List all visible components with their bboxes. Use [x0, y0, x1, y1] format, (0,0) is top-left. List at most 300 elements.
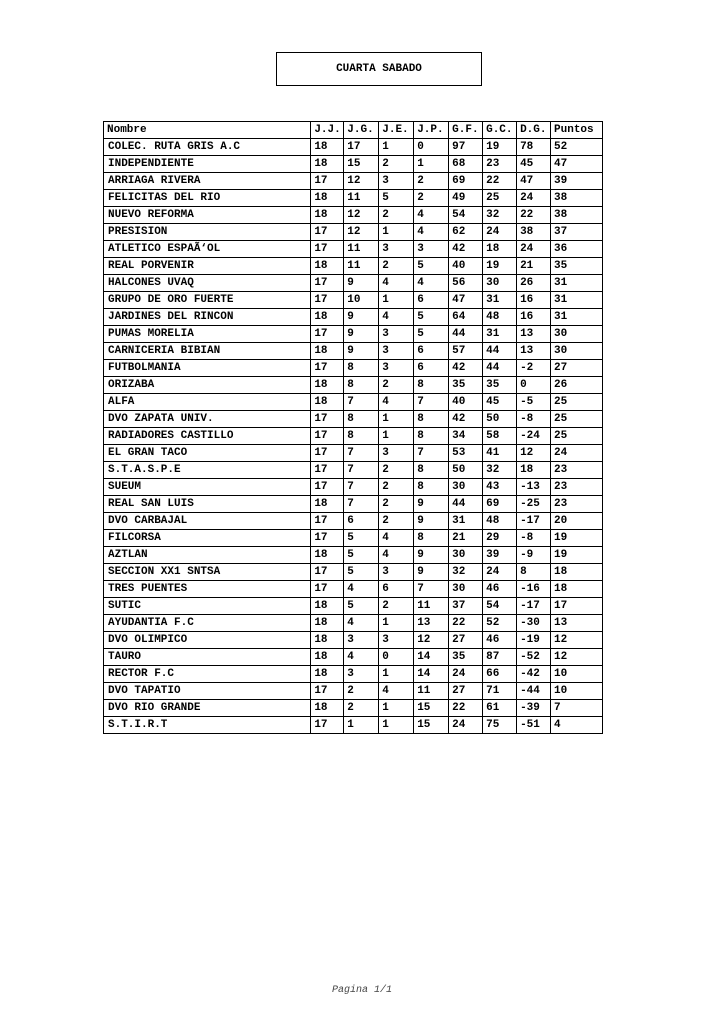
drawn-cell: 2: [379, 377, 414, 394]
goals-against-cell: 66: [483, 666, 517, 683]
table-row: [104, 139, 603, 156]
team-name-cell: DVO OLIMPICO: [104, 632, 311, 649]
team-name-cell: FILCORSA: [104, 530, 311, 547]
played-cell: 18: [311, 156, 344, 173]
team-name-cell: SECCION XX1 SNTSA: [104, 564, 311, 581]
drawn-cell: 2: [379, 156, 414, 173]
table-row: [104, 326, 603, 343]
goal-diff-cell: 47: [517, 173, 551, 190]
drawn-cell: 3: [379, 326, 414, 343]
goals-for-cell: 35: [449, 649, 483, 666]
played-cell: 18: [311, 615, 344, 632]
goal-diff-cell: 0: [517, 377, 551, 394]
table-row: [104, 615, 603, 632]
points-cell: 52: [551, 139, 603, 156]
table-row: [104, 564, 603, 581]
goals-against-cell: 44: [483, 360, 517, 377]
table-row: [104, 258, 603, 275]
drawn-cell: 3: [379, 445, 414, 462]
drawn-cell: 2: [379, 598, 414, 615]
won-cell: 2: [344, 683, 379, 700]
won-cell: 8: [344, 377, 379, 394]
column-header-dg: D.G.: [517, 122, 551, 139]
won-cell: 7: [344, 479, 379, 496]
goal-diff-cell: -30: [517, 615, 551, 632]
goal-diff-cell: -5: [517, 394, 551, 411]
lost-cell: 5: [414, 326, 449, 343]
table-row: [104, 411, 603, 428]
goals-against-cell: 46: [483, 632, 517, 649]
table-row: [104, 343, 603, 360]
goals-against-cell: 75: [483, 717, 517, 734]
drawn-cell: 3: [379, 360, 414, 377]
won-cell: 17: [344, 139, 379, 156]
lost-cell: 8: [414, 428, 449, 445]
goals-for-cell: 40: [449, 258, 483, 275]
played-cell: 17: [311, 292, 344, 309]
goal-diff-cell: 24: [517, 241, 551, 258]
goals-against-cell: 25: [483, 190, 517, 207]
lost-cell: 6: [414, 292, 449, 309]
played-cell: 17: [311, 360, 344, 377]
table-row: [104, 632, 603, 649]
goals-against-cell: 41: [483, 445, 517, 462]
goal-diff-cell: -39: [517, 700, 551, 717]
table-row: [104, 275, 603, 292]
table-row: [104, 666, 603, 683]
goals-against-cell: 48: [483, 309, 517, 326]
points-cell: 30: [551, 326, 603, 343]
drawn-cell: 3: [379, 173, 414, 190]
team-name-cell: TAURO: [104, 649, 311, 666]
team-name-cell: COLEC. RUTA GRIS A.C: [104, 139, 311, 156]
team-name-cell: DVO RIO GRANDE: [104, 700, 311, 717]
table-row: [104, 479, 603, 496]
drawn-cell: 1: [379, 666, 414, 683]
team-name-cell: INDEPENDIENTE: [104, 156, 311, 173]
drawn-cell: 4: [379, 394, 414, 411]
goals-for-cell: 32: [449, 564, 483, 581]
played-cell: 17: [311, 428, 344, 445]
points-cell: 26: [551, 377, 603, 394]
goals-for-cell: 47: [449, 292, 483, 309]
won-cell: 4: [344, 581, 379, 598]
lost-cell: 9: [414, 547, 449, 564]
won-cell: 9: [344, 275, 379, 292]
team-name-cell: EL GRAN TACO: [104, 445, 311, 462]
points-cell: 35: [551, 258, 603, 275]
goals-for-cell: 44: [449, 496, 483, 513]
lost-cell: 11: [414, 598, 449, 615]
goals-for-cell: 30: [449, 479, 483, 496]
won-cell: 6: [344, 513, 379, 530]
drawn-cell: 2: [379, 479, 414, 496]
points-cell: 37: [551, 224, 603, 241]
won-cell: 8: [344, 411, 379, 428]
table-row: [104, 513, 603, 530]
team-name-cell: RADIADORES CASTILLO: [104, 428, 311, 445]
played-cell: 18: [311, 139, 344, 156]
table-row: [104, 496, 603, 513]
goals-against-cell: 31: [483, 292, 517, 309]
column-header-gf: G.F.: [449, 122, 483, 139]
goals-against-cell: 32: [483, 207, 517, 224]
goals-against-cell: 22: [483, 173, 517, 190]
goal-diff-cell: -13: [517, 479, 551, 496]
goals-against-cell: 19: [483, 258, 517, 275]
goals-against-cell: 24: [483, 224, 517, 241]
played-cell: 17: [311, 513, 344, 530]
table-row: [104, 190, 603, 207]
points-cell: 10: [551, 666, 603, 683]
won-cell: 4: [344, 649, 379, 666]
lost-cell: 5: [414, 309, 449, 326]
goal-diff-cell: -9: [517, 547, 551, 564]
table-row: [104, 700, 603, 717]
goals-against-cell: 52: [483, 615, 517, 632]
points-cell: 23: [551, 496, 603, 513]
points-cell: 13: [551, 615, 603, 632]
lost-cell: 6: [414, 343, 449, 360]
drawn-cell: 4: [379, 547, 414, 564]
goals-for-cell: 54: [449, 207, 483, 224]
goals-for-cell: 31: [449, 513, 483, 530]
goals-against-cell: 61: [483, 700, 517, 717]
goals-for-cell: 35: [449, 377, 483, 394]
goals-for-cell: 30: [449, 547, 483, 564]
team-name-cell: SUEUM: [104, 479, 311, 496]
drawn-cell: 4: [379, 683, 414, 700]
team-name-cell: ALFA: [104, 394, 311, 411]
goal-diff-cell: -19: [517, 632, 551, 649]
goals-against-cell: 50: [483, 411, 517, 428]
points-cell: 25: [551, 394, 603, 411]
goal-diff-cell: 78: [517, 139, 551, 156]
points-cell: 25: [551, 411, 603, 428]
lost-cell: 9: [414, 513, 449, 530]
won-cell: 4: [344, 615, 379, 632]
column-header-jp: J.P.: [414, 122, 449, 139]
table-row: [104, 462, 603, 479]
column-header-nombre: Nombre: [104, 122, 311, 139]
drawn-cell: 3: [379, 241, 414, 258]
table-row: [104, 309, 603, 326]
goals-for-cell: 22: [449, 700, 483, 717]
won-cell: 8: [344, 428, 379, 445]
goals-against-cell: 71: [483, 683, 517, 700]
goals-for-cell: 24: [449, 717, 483, 734]
drawn-cell: 1: [379, 428, 414, 445]
table-row: [104, 581, 603, 598]
lost-cell: 14: [414, 649, 449, 666]
played-cell: 17: [311, 275, 344, 292]
won-cell: 8: [344, 360, 379, 377]
column-header-puntos: Puntos: [551, 122, 603, 139]
goals-for-cell: 27: [449, 683, 483, 700]
won-cell: 3: [344, 666, 379, 683]
column-header-jg: J.G.: [344, 122, 379, 139]
won-cell: 5: [344, 598, 379, 615]
table-row: [104, 547, 603, 564]
won-cell: 5: [344, 547, 379, 564]
drawn-cell: 6: [379, 581, 414, 598]
goal-diff-cell: -51: [517, 717, 551, 734]
drawn-cell: 2: [379, 207, 414, 224]
played-cell: 18: [311, 309, 344, 326]
drawn-cell: 3: [379, 343, 414, 360]
table-row: [104, 292, 603, 309]
table-row: [104, 717, 603, 734]
points-cell: 12: [551, 632, 603, 649]
goals-for-cell: 44: [449, 326, 483, 343]
goal-diff-cell: 16: [517, 309, 551, 326]
won-cell: 12: [344, 173, 379, 190]
drawn-cell: 1: [379, 411, 414, 428]
points-cell: 20: [551, 513, 603, 530]
goals-against-cell: 48: [483, 513, 517, 530]
goal-diff-cell: 38: [517, 224, 551, 241]
lost-cell: 7: [414, 581, 449, 598]
goals-for-cell: 42: [449, 411, 483, 428]
goals-against-cell: 24: [483, 564, 517, 581]
table-row: [104, 530, 603, 547]
table-row: [104, 173, 603, 190]
played-cell: 17: [311, 173, 344, 190]
played-cell: 17: [311, 530, 344, 547]
team-name-cell: AYUDANTIA F.C: [104, 615, 311, 632]
won-cell: 7: [344, 445, 379, 462]
drawn-cell: 1: [379, 615, 414, 632]
column-header-je: J.E.: [379, 122, 414, 139]
lost-cell: 2: [414, 173, 449, 190]
goals-against-cell: 29: [483, 530, 517, 547]
goal-diff-cell: 18: [517, 462, 551, 479]
team-name-cell: NUEVO REFORMA: [104, 207, 311, 224]
drawn-cell: 1: [379, 717, 414, 734]
table-row: [104, 428, 603, 445]
drawn-cell: 2: [379, 462, 414, 479]
team-name-cell: FELICITAS DEL RIO: [104, 190, 311, 207]
points-cell: 17: [551, 598, 603, 615]
goal-diff-cell: -44: [517, 683, 551, 700]
won-cell: 2: [344, 700, 379, 717]
goal-diff-cell: -2: [517, 360, 551, 377]
goal-diff-cell: 45: [517, 156, 551, 173]
goals-against-cell: 44: [483, 343, 517, 360]
goal-diff-cell: 22: [517, 207, 551, 224]
goals-against-cell: 18: [483, 241, 517, 258]
lost-cell: 4: [414, 207, 449, 224]
goal-diff-cell: -8: [517, 411, 551, 428]
played-cell: 17: [311, 479, 344, 496]
table-row: [104, 394, 603, 411]
team-name-cell: REAL SAN LUIS: [104, 496, 311, 513]
table-body: [104, 139, 603, 734]
goals-against-cell: 23: [483, 156, 517, 173]
goals-against-cell: 35: [483, 377, 517, 394]
goals-against-cell: 43: [483, 479, 517, 496]
points-cell: 31: [551, 309, 603, 326]
goal-diff-cell: 21: [517, 258, 551, 275]
won-cell: 10: [344, 292, 379, 309]
goals-for-cell: 56: [449, 275, 483, 292]
table-row: [104, 598, 603, 615]
goals-for-cell: 64: [449, 309, 483, 326]
goals-for-cell: 50: [449, 462, 483, 479]
points-cell: 47: [551, 156, 603, 173]
team-name-cell: GRUPO DE ORO FUERTE: [104, 292, 311, 309]
lost-cell: 8: [414, 377, 449, 394]
points-cell: 4: [551, 717, 603, 734]
team-name-cell: REAL PORVENIR: [104, 258, 311, 275]
column-header-gc: G.C.: [483, 122, 517, 139]
played-cell: 18: [311, 190, 344, 207]
lost-cell: 2: [414, 190, 449, 207]
goals-for-cell: 24: [449, 666, 483, 683]
drawn-cell: 4: [379, 275, 414, 292]
goals-for-cell: 27: [449, 632, 483, 649]
won-cell: 15: [344, 156, 379, 173]
played-cell: 17: [311, 717, 344, 734]
played-cell: 18: [311, 343, 344, 360]
goals-for-cell: 34: [449, 428, 483, 445]
won-cell: 9: [344, 309, 379, 326]
team-name-cell: S.T.I.R.T: [104, 717, 311, 734]
points-cell: 18: [551, 564, 603, 581]
drawn-cell: 1: [379, 139, 414, 156]
goals-for-cell: 69: [449, 173, 483, 190]
lost-cell: 8: [414, 530, 449, 547]
played-cell: 18: [311, 632, 344, 649]
goal-diff-cell: 13: [517, 326, 551, 343]
team-name-cell: PUMAS MORELIA: [104, 326, 311, 343]
table-row: [104, 241, 603, 258]
lost-cell: 8: [414, 411, 449, 428]
lost-cell: 6: [414, 360, 449, 377]
page-title: CUARTA SABADO: [276, 52, 482, 86]
goals-against-cell: 39: [483, 547, 517, 564]
won-cell: 9: [344, 326, 379, 343]
standings-table: [103, 121, 603, 734]
table-row: [104, 683, 603, 700]
drawn-cell: 3: [379, 564, 414, 581]
won-cell: 12: [344, 224, 379, 241]
goals-against-cell: 30: [483, 275, 517, 292]
goal-diff-cell: -8: [517, 530, 551, 547]
goals-for-cell: 42: [449, 360, 483, 377]
won-cell: 11: [344, 241, 379, 258]
table-row: [104, 445, 603, 462]
played-cell: 17: [311, 564, 344, 581]
points-cell: 38: [551, 207, 603, 224]
drawn-cell: 2: [379, 496, 414, 513]
page-footer: Pagina 1/1: [331, 985, 392, 996]
lost-cell: 4: [414, 224, 449, 241]
lost-cell: 0: [414, 139, 449, 156]
played-cell: 17: [311, 224, 344, 241]
points-cell: 19: [551, 547, 603, 564]
points-cell: 10: [551, 683, 603, 700]
lost-cell: 9: [414, 496, 449, 513]
team-name-cell: ARRIAGA RIVERA: [104, 173, 311, 190]
points-cell: 19: [551, 530, 603, 547]
team-name-cell: DVO ZAPATA UNIV.: [104, 411, 311, 428]
points-cell: 23: [551, 479, 603, 496]
points-cell: 23: [551, 462, 603, 479]
points-cell: 38: [551, 190, 603, 207]
lost-cell: 4: [414, 275, 449, 292]
goals-against-cell: 46: [483, 581, 517, 598]
played-cell: 18: [311, 394, 344, 411]
team-name-cell: DVO CARBAJAL: [104, 513, 311, 530]
drawn-cell: 3: [379, 632, 414, 649]
played-cell: 18: [311, 377, 344, 394]
team-name-cell: RECTOR F.C: [104, 666, 311, 683]
played-cell: 18: [311, 649, 344, 666]
team-name-cell: SUTIC: [104, 598, 311, 615]
table-row: [104, 224, 603, 241]
goals-against-cell: 58: [483, 428, 517, 445]
goal-diff-cell: -52: [517, 649, 551, 666]
played-cell: 17: [311, 445, 344, 462]
points-cell: 7: [551, 700, 603, 717]
goals-for-cell: 21: [449, 530, 483, 547]
won-cell: 5: [344, 564, 379, 581]
lost-cell: 12: [414, 632, 449, 649]
points-cell: 12: [551, 649, 603, 666]
played-cell: 17: [311, 581, 344, 598]
drawn-cell: 1: [379, 292, 414, 309]
played-cell: 17: [311, 326, 344, 343]
lost-cell: 5: [414, 258, 449, 275]
goals-for-cell: 42: [449, 241, 483, 258]
goals-against-cell: 69: [483, 496, 517, 513]
goal-diff-cell: 13: [517, 343, 551, 360]
drawn-cell: 0: [379, 649, 414, 666]
played-cell: 17: [311, 462, 344, 479]
played-cell: 18: [311, 700, 344, 717]
goal-diff-cell: -16: [517, 581, 551, 598]
played-cell: 17: [311, 241, 344, 258]
won-cell: 12: [344, 207, 379, 224]
won-cell: 3: [344, 632, 379, 649]
played-cell: 18: [311, 666, 344, 683]
points-cell: 24: [551, 445, 603, 462]
won-cell: 11: [344, 258, 379, 275]
team-name-cell: ORIZABA: [104, 377, 311, 394]
table-row: [104, 156, 603, 173]
goals-for-cell: 30: [449, 581, 483, 598]
goals-for-cell: 49: [449, 190, 483, 207]
points-cell: 27: [551, 360, 603, 377]
won-cell: 5: [344, 530, 379, 547]
goals-against-cell: 19: [483, 139, 517, 156]
goal-diff-cell: -25: [517, 496, 551, 513]
table-row: [104, 360, 603, 377]
table-row: [104, 377, 603, 394]
goals-for-cell: 57: [449, 343, 483, 360]
goals-against-cell: 32: [483, 462, 517, 479]
lost-cell: 13: [414, 615, 449, 632]
goals-against-cell: 31: [483, 326, 517, 343]
lost-cell: 11: [414, 683, 449, 700]
won-cell: 1: [344, 717, 379, 734]
goals-against-cell: 87: [483, 649, 517, 666]
team-name-cell: S.T.A.S.P.E: [104, 462, 311, 479]
goal-diff-cell: 24: [517, 190, 551, 207]
won-cell: 11: [344, 190, 379, 207]
lost-cell: 8: [414, 479, 449, 496]
